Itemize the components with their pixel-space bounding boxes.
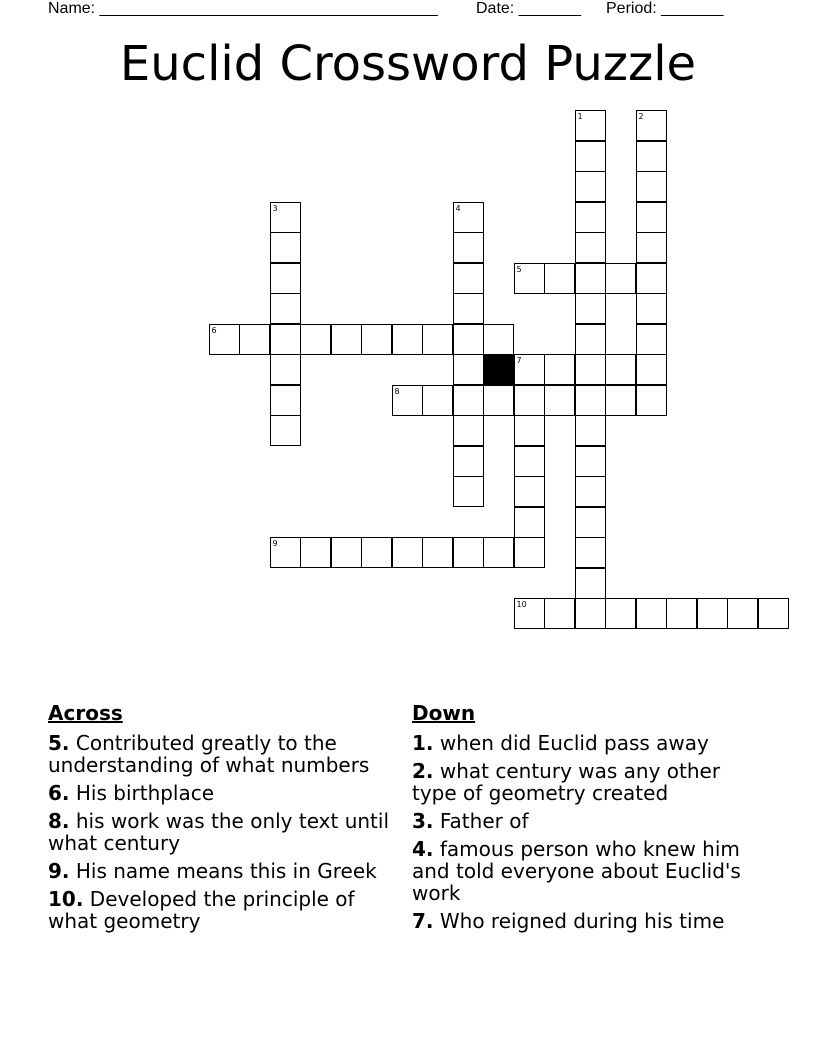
across-clues — [48, 700, 398, 938]
grid-cell[interactable] — [422, 537, 453, 568]
clue-text: his work was the only text until what century — [48, 809, 390, 855]
grid-cell[interactable] — [697, 598, 728, 629]
across-clue — [48, 732, 398, 776]
down-clue — [412, 838, 762, 904]
grid-cell[interactable] — [270, 232, 301, 263]
down-clue — [412, 760, 762, 804]
grid-cell[interactable] — [453, 202, 484, 233]
clue-number: 8 — [394, 386, 400, 396]
grid-cell[interactable] — [575, 415, 606, 446]
down-clue — [412, 732, 762, 754]
grid-cell[interactable] — [483, 385, 514, 416]
grid-cell[interactable] — [514, 263, 545, 294]
grid-cell[interactable] — [392, 385, 423, 416]
clue-label-number: 10. — [48, 887, 84, 911]
grid-cell[interactable] — [605, 354, 636, 385]
across-clue — [48, 860, 398, 882]
grid-cell[interactable] — [270, 354, 301, 385]
grid-cell[interactable] — [575, 263, 606, 294]
clue-label-number: 7. — [412, 909, 434, 933]
grid-cell[interactable] — [636, 293, 667, 324]
grid-cell[interactable] — [453, 354, 484, 385]
grid-cell[interactable] — [636, 141, 667, 172]
clue-label-number: 1. — [412, 731, 434, 755]
grid-cell[interactable] — [270, 202, 301, 233]
grid-cell[interactable] — [239, 324, 270, 355]
grid-cell[interactable] — [544, 354, 575, 385]
grid-cell[interactable] — [575, 293, 606, 324]
clue-label-number: 4. — [412, 837, 434, 861]
grid-cell[interactable] — [514, 354, 545, 385]
grid-cell[interactable] — [270, 537, 301, 568]
clue-number: 3 — [272, 203, 278, 213]
name-field-label[interactable]: Name: ______________________________________ — [48, 0, 438, 17]
clue-number: 9 — [272, 539, 278, 548]
clue-label-number: 6. — [48, 781, 70, 805]
grid-cell[interactable] — [270, 263, 301, 294]
clue-text: Father of — [439, 809, 529, 833]
down-clues — [412, 700, 762, 938]
grid-cell[interactable] — [605, 385, 636, 416]
grid-cell[interactable] — [636, 385, 667, 416]
grid-cell[interactable] — [605, 598, 636, 629]
grid-cell[interactable] — [666, 598, 697, 629]
grid-cell[interactable] — [270, 324, 301, 355]
grid-cell[interactable] — [575, 232, 606, 263]
grid-cell[interactable] — [575, 476, 606, 507]
grid-cell[interactable] — [422, 385, 453, 416]
grid-cell[interactable] — [209, 324, 240, 355]
down-heading: Down — [412, 701, 476, 725]
grid-cell[interactable] — [575, 324, 606, 355]
grid-cell[interactable] — [453, 415, 484, 446]
grid-cell[interactable] — [270, 293, 301, 324]
grid-cell[interactable] — [453, 537, 484, 568]
grid-cell[interactable] — [544, 263, 575, 294]
grid-cell[interactable] — [636, 324, 667, 355]
clue-number: 10 — [516, 600, 527, 609]
across-clue — [48, 888, 398, 932]
clue-label-number: 2. — [412, 759, 434, 783]
grid-cell[interactable] — [636, 110, 667, 141]
grid-cell[interactable] — [575, 141, 606, 172]
grid-cell[interactable] — [636, 232, 667, 263]
clue-text: Developed the principle of what geometry — [48, 887, 355, 933]
clue-text: when did Euclid pass away — [439, 731, 709, 755]
grid-cell[interactable] — [575, 385, 606, 416]
grid-cell[interactable] — [514, 537, 545, 568]
clue-number: 5 — [516, 264, 522, 274]
grid-cell[interactable] — [300, 537, 331, 568]
grid-cell[interactable] — [270, 415, 301, 446]
grid-cell[interactable] — [453, 263, 484, 294]
clue-text: what century was any other type of geometry created — [412, 759, 721, 805]
grid-cell[interactable] — [361, 324, 392, 355]
blocked-cell — [483, 354, 514, 385]
clue-number: 6 — [211, 325, 217, 335]
grid-cell[interactable] — [544, 385, 575, 416]
grid-cell[interactable] — [575, 537, 606, 568]
across-clue — [48, 810, 398, 854]
date-field-label[interactable]: Date: _______ — [476, 0, 581, 17]
grid-cell[interactable] — [636, 202, 667, 233]
clue-label-number: 9. — [48, 859, 70, 883]
grid-cell[interactable] — [514, 415, 545, 446]
grid-cell[interactable] — [575, 202, 606, 233]
grid-cell[interactable] — [453, 385, 484, 416]
down-clue — [412, 810, 762, 832]
clue-number: 1 — [577, 112, 583, 121]
grid-cell[interactable] — [270, 385, 301, 416]
clue-number: 2 — [638, 112, 644, 121]
clue-label-number: 5. — [48, 731, 70, 755]
across-heading: Across — [48, 701, 123, 725]
grid-cell[interactable] — [636, 263, 667, 294]
grid-cell[interactable] — [392, 537, 423, 568]
clue-text: Who reigned during his time — [439, 909, 725, 933]
period-field-label[interactable]: Period: _______ — [606, 0, 724, 17]
across-clue — [48, 782, 398, 804]
grid-cell[interactable] — [575, 171, 606, 202]
grid-cell[interactable] — [300, 324, 331, 355]
clue-text: Contributed greatly to the understanding of what numbers — [48, 731, 370, 777]
clue-number: 7 — [516, 356, 522, 365]
grid-cell[interactable] — [575, 568, 606, 599]
grid-cell[interactable] — [544, 598, 575, 629]
grid-cell[interactable] — [514, 476, 545, 507]
clue-number: 4 — [455, 203, 461, 213]
grid-cell[interactable] — [453, 476, 484, 507]
clue-text: His birthplace — [75, 781, 215, 805]
grid-cell[interactable] — [453, 293, 484, 324]
grid-cell[interactable] — [453, 446, 484, 477]
grid-cell[interactable] — [514, 507, 545, 538]
grid-cell[interactable] — [514, 598, 545, 629]
grid-cell[interactable] — [453, 232, 484, 263]
grid-cell[interactable] — [636, 598, 667, 629]
grid-cell[interactable] — [575, 110, 606, 141]
grid-cell[interactable] — [422, 324, 453, 355]
grid-cell[interactable] — [575, 354, 606, 385]
grid-cell[interactable] — [514, 385, 545, 416]
grid-cell[interactable] — [514, 446, 545, 477]
grid-cell[interactable] — [575, 446, 606, 477]
grid-cell[interactable] — [331, 324, 362, 355]
grid-cell[interactable] — [483, 324, 514, 355]
grid-cell[interactable] — [636, 171, 667, 202]
grid-cell[interactable] — [758, 598, 789, 629]
grid-cell[interactable] — [727, 598, 758, 629]
clue-label-number: 8. — [48, 809, 70, 833]
grid-cell[interactable] — [575, 507, 606, 538]
grid-cell[interactable] — [361, 537, 392, 568]
grid-cell[interactable] — [483, 537, 514, 568]
page-title: Euclid Crossword Puzzle — [119, 36, 697, 92]
grid-cell[interactable] — [605, 263, 636, 294]
clue-text: His name means this in Greek — [75, 859, 377, 883]
grid-cell[interactable] — [331, 537, 362, 568]
clue-label-number: 3. — [412, 809, 434, 833]
grid-cell[interactable] — [392, 324, 423, 355]
grid-cell[interactable] — [453, 324, 484, 355]
clue-text: famous person who knew him and told everyone about Euclid's work — [412, 837, 741, 905]
grid-cell[interactable] — [575, 598, 606, 629]
grid-cell[interactable] — [636, 354, 667, 385]
down-clue — [412, 910, 762, 932]
